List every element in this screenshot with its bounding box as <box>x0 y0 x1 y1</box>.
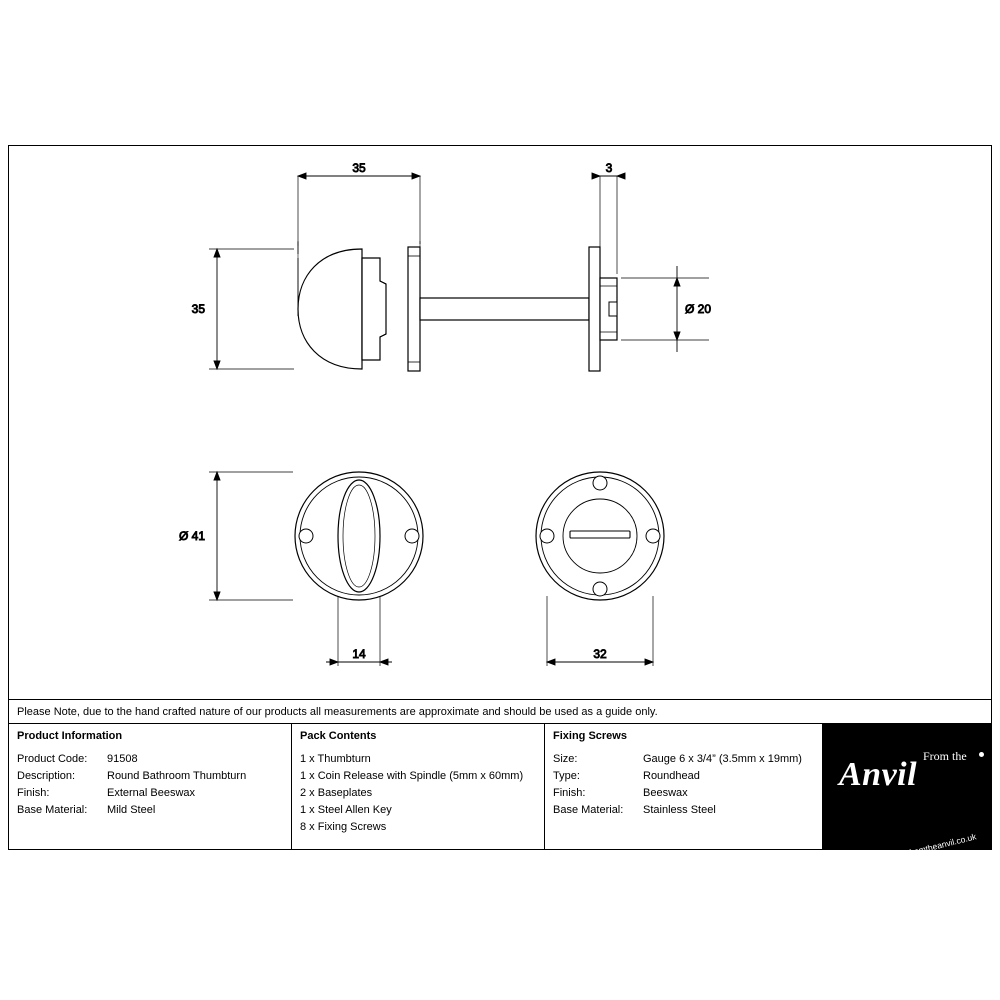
fixing-row-finish <box>553 785 814 802</box>
drawing-sheet <box>8 145 992 863</box>
product-information-column <box>9 724 292 849</box>
pack-item: 1 x Thumbturn <box>300 753 371 765</box>
brand-prefix: From the <box>923 749 967 763</box>
fixing-row-type <box>553 768 814 785</box>
pack-contents-title: Pack Contents <box>300 730 377 742</box>
label-screw-base-material: Base Material: <box>553 804 624 816</box>
pack-item: 1 x Coin Release with Spindle (5mm x 60mm) <box>300 770 524 782</box>
label-screw-finish: Finish: <box>553 787 586 799</box>
pack-contents-column <box>292 724 545 849</box>
technical-drawing <box>9 146 991 699</box>
brand-name: Anvil <box>839 756 918 793</box>
label-product-code: Product Code: <box>17 753 88 765</box>
value-screw-finish: Beeswax <box>643 787 688 799</box>
label-screw-type: Type: <box>553 770 580 782</box>
brand-url: www.fromtheanvil.co.uk <box>887 831 977 863</box>
info-table <box>9 724 991 863</box>
value-base-material: Mild Steel <box>107 804 156 816</box>
measurement-note: Please Note, due to the hand crafted nature of our products all measurements are approximate and should be used as a guide only. <box>9 699 991 724</box>
dim-plate-diameter: Ø 41 <box>178 529 205 543</box>
fixing-row-base-material <box>553 802 814 819</box>
drawing-svg <box>9 146 991 699</box>
product-information-title: Product Information <box>17 730 123 742</box>
pack-item: 8 x Fixing Screws <box>300 821 387 833</box>
value-product-code: 91508 <box>107 753 138 765</box>
value-screw-type: Roundhead <box>643 770 700 782</box>
dim-right-diameter: Ø 20 <box>685 302 712 316</box>
value-finish: External Beeswax <box>107 787 196 799</box>
dim-release-width: 32 <box>593 647 607 661</box>
label-screw-size: Size: <box>553 753 578 765</box>
dim-left-height: 35 <box>191 302 205 316</box>
info-row-finish <box>17 785 283 802</box>
dim-top-right-width: 3 <box>605 161 613 175</box>
label-finish: Finish: <box>17 787 50 799</box>
fixing-row-size <box>553 751 814 768</box>
fixing-screws-title: Fixing Screws <box>553 730 627 742</box>
dim-top-width: 35 <box>352 161 366 175</box>
anvil-icon <box>979 752 984 757</box>
pack-item: 1 x Steel Allen Key <box>300 804 392 816</box>
fixing-screws-column <box>545 724 823 849</box>
value-description: Round Bathroom Thumbturn <box>107 770 247 782</box>
pack-item: 2 x Baseplates <box>300 787 373 799</box>
info-row-product-code <box>17 751 283 768</box>
info-row-base-material <box>17 802 283 819</box>
brand-logo-column <box>823 724 991 863</box>
brand-logo <box>831 730 983 863</box>
value-screw-base-material: Stainless Steel <box>643 804 716 816</box>
label-description: Description: <box>17 770 76 782</box>
value-screw-size: Gauge 6 x 3/4” (3.5mm x 19mm) <box>643 753 802 765</box>
label-base-material: Base Material: <box>17 804 88 816</box>
info-row-description <box>17 768 283 785</box>
dim-turn-width: 14 <box>352 647 366 661</box>
